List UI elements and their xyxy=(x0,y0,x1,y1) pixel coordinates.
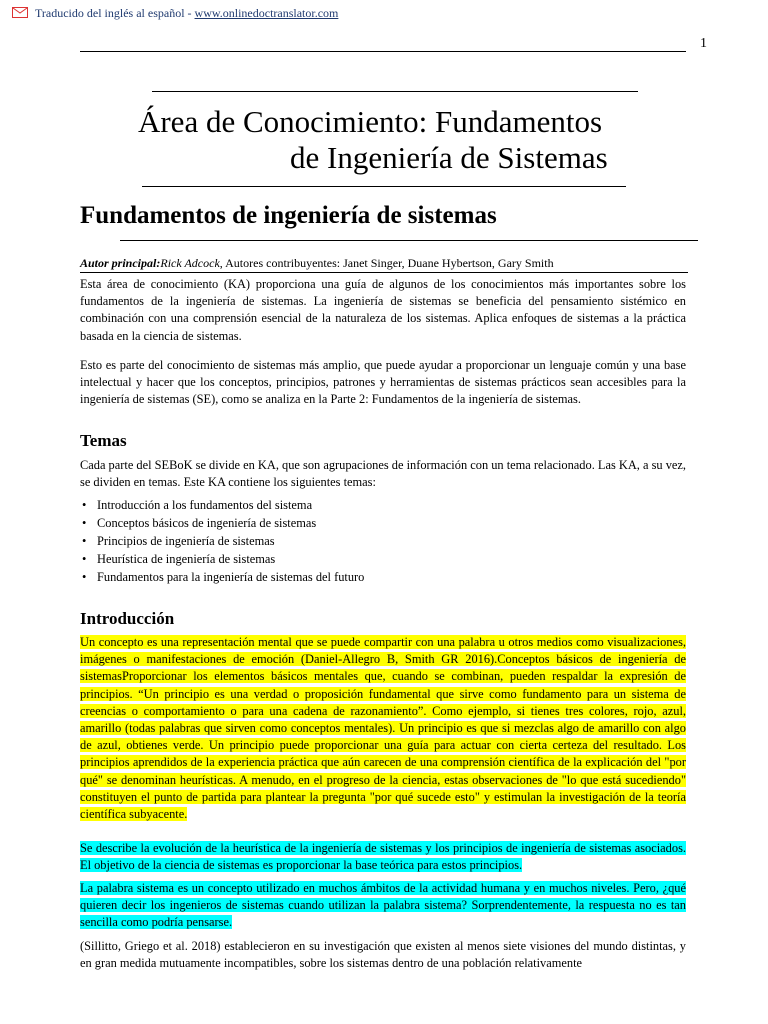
bullet: • xyxy=(82,552,87,566)
bullet: • xyxy=(82,498,87,512)
authors-line xyxy=(80,256,554,271)
authors-label: Autor principal: xyxy=(80,256,161,270)
authors-lead: Rick Adcock xyxy=(160,256,220,270)
list-item xyxy=(80,514,364,532)
page-header-rule xyxy=(80,51,686,52)
intro-paragraph-3 xyxy=(80,880,686,932)
heading-rule xyxy=(120,240,698,241)
title-rule-bottom xyxy=(142,186,626,187)
title-line-1: Área de Conocimiento: Fundamentos xyxy=(137,104,603,139)
list-item xyxy=(80,496,364,514)
authors-rule xyxy=(80,272,688,273)
list-item xyxy=(80,568,364,586)
bullet: • xyxy=(82,516,87,530)
topic-label: Heurística de ingeniería de sistemas xyxy=(97,552,276,566)
highlighted-text-cyan: Se describe la evolución de la heurística de la ingeniería de sistemas y los principios de ingeniería de sistemas asociados. El objetivo de la ciencia de sistemas es proporcionar la base teórica para estos principios. xyxy=(80,841,686,873)
temas-heading: Temas xyxy=(80,431,127,450)
highlighted-text-cyan: La palabra sistema es un concepto utilizado en muchos ámbitos de la actividad humana y en muchos niveles. Pero, ¿qué quieren decir los ingenieros de sistemas cuando utilizan la palabra sistema? Sorprendentemente, la respuesta no es tan sencilla como podría pensarse. xyxy=(80,881,686,930)
highlighted-text-yellow: Un concepto es una representación mental que se puede compartir con una palabra u otros medios como visualizaciones, imágenes o manifestaciones de emoción (Daniel-Allegro B, Smith GR 2016).Conceptos básicos de ingeniería de sistemasProporcionar los elementos básicos mentales que, cuando se combinan, pueden respaldar la expresión de principios. “Un principio es una verdad o proposición fundamental que sirve como fundamento para un sistema de creencias o comportamiento o para una cadena de razonamiento”. Como ejemplo, si tienes tres colores, rojo, azul, amarillo (todas palabras que sirven como conceptos mentales). Un principio es que si mezclas algo de amarillo con algo de azul, obtienes verde. Un principio puede proporcionar una guía para actuar con cierta certeza del resultado. Los principios aprendidos de la experiencia práctica que aún carecen de una comprensión científica de la explicación del "por qué" se denominan heurísticas. A menudo, en el progreso de la ciencia, estas observaciones de "lo que está sucediendo" constituyen el punto de partida para plantear la pregunta "por qué sucede esto" y estimulan la investigación de la teoría científica subyacente. xyxy=(80,635,686,822)
banner-text xyxy=(35,6,338,21)
translator-logo-icon xyxy=(12,7,28,18)
topic-label: Introducción a los fundamentos del sistema xyxy=(97,498,313,512)
topic-label: Principios de ingeniería de sistemas xyxy=(97,534,275,548)
authors-rest: , Autores contribuyentes: Janet Singer, Duane Hybertson, Gary Smith xyxy=(219,256,554,270)
banner-label: Traducido del inglés al español - xyxy=(35,6,195,20)
title-rule-top xyxy=(152,91,638,92)
translation-banner xyxy=(0,0,768,30)
main-heading: Fundamentos de ingeniería de sistemas xyxy=(80,202,497,229)
intro-paragraph-4: (Sillitto, Griego et al. 2018) establecieron en su investigación que existen al menos siete visiones del mundo distintas, y en gran medida mutuamente incompatibles, sobre los sistemas dentro de una población relativamente xyxy=(80,939,686,971)
paragraph-2: Esto es parte del conocimiento de sistemas más amplio, que puede ayudar a proporcionar un lenguaje común y una base intelectual y hacer que los conceptos, principios, patrones y herramientas de sistemas prácticos sean accesibles para la ingeniería de sistemas (SE), como se analiza en la Parte 2: Fundamentos de la ingeniería de sistemas. xyxy=(80,358,686,407)
translator-link[interactable]: www.onlinedoctranslator.com xyxy=(194,6,339,20)
temas-intro: Cada parte del SEBoK se divide en KA, que son agrupaciones de información con un tema relacionado. Las KA, a su vez, se dividen en temas. Este KA contiene los siguientes temas: xyxy=(80,458,686,490)
topics-list xyxy=(80,496,364,586)
title-line-2: de Ingeniería de Sistemas xyxy=(290,140,608,175)
bullet: • xyxy=(82,570,87,584)
paragraph-1: Esta área de conocimiento (KA) proporciona una guía de algunos de los conocimientos más importantes sobre los fundamentos de la ingeniería de sistemas. La ingeniería de sistemas se beneficia del pensamiento sistémico en combinación con una comprensión esencial de la naturaleza de los sistemas. Aplica enfoques de sistemas a la práctica basada en la ciencia de sistemas. xyxy=(80,277,686,343)
intro-paragraph-2 xyxy=(80,840,686,874)
list-item xyxy=(80,550,364,568)
topic-label: Conceptos básicos de ingeniería de sistemas xyxy=(97,516,317,530)
intro-paragraph-1 xyxy=(80,634,686,823)
list-item xyxy=(80,532,364,550)
introduccion-heading: Introducción xyxy=(80,609,175,628)
page-number: 1 xyxy=(700,36,707,51)
bullet: • xyxy=(82,534,87,548)
topic-label: Fundamentos para la ingeniería de sistemas del futuro xyxy=(97,570,365,584)
